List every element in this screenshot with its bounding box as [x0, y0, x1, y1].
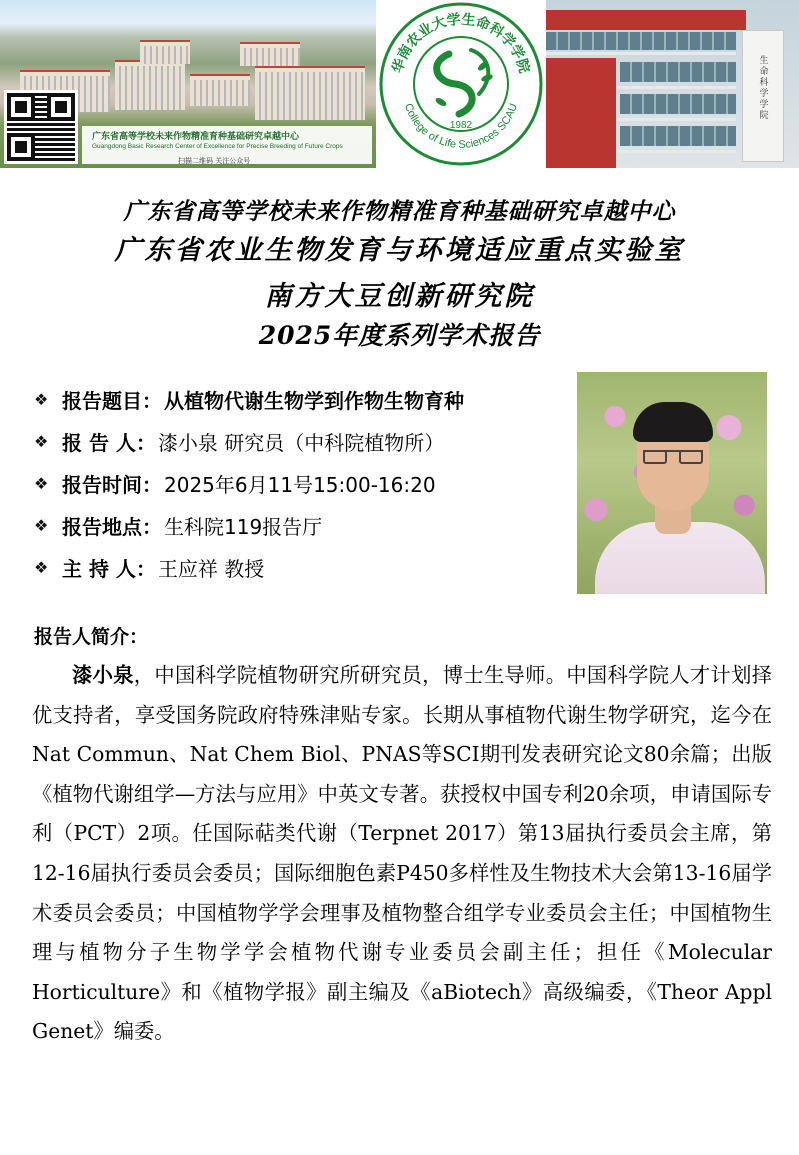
title-lab: 广东省农业生物发育与环境适应重点实验室: [114, 235, 685, 266]
info-time: ❖ 报告时间 ： 2025年6月11号15:00-16:20: [34, 462, 574, 504]
campus-photo: [0, 0, 376, 168]
info-value: 生科院119报告厅: [164, 514, 323, 539]
qr-code[interactable]: [4, 90, 78, 164]
building-sign: 生命科学学院: [742, 30, 784, 162]
info-host: ❖ 主 持 人 ： 王应祥 教授: [34, 546, 574, 588]
title-series: 2025年度系列学术报告: [258, 321, 541, 350]
logo-year: 1982: [449, 120, 473, 131]
info-value: 王应祥 教授: [157, 556, 265, 581]
banner-title-cn: 广东省高等学校未来作物精准育种基础研究卓越中心: [92, 132, 300, 142]
diamond-bullet-icon: ❖: [34, 473, 49, 493]
logo-text-cn: 华南农业大学生命科学学院: [389, 11, 533, 76]
info-value: 2025年6月11号15:00-16:20: [164, 472, 436, 497]
bio-heading: 报告人简介：: [34, 626, 149, 648]
building-photo: [546, 0, 799, 168]
info-label: 主 持 人: [62, 556, 136, 581]
college-logo: [379, 2, 543, 166]
info-label: 报 告 人: [62, 430, 136, 455]
speaker-photo: [577, 372, 767, 594]
scan-note: 扫描二维码 关注公众号: [178, 157, 251, 165]
logo-text-en: College of Life Sciences SCAU: [401, 101, 521, 152]
diamond-bullet-icon: ❖: [34, 389, 49, 409]
diamond-bullet-icon: ❖: [34, 515, 49, 535]
info-label: 报告时间: [62, 472, 142, 497]
banner-title-en: Guangdong Basic Research Center of Excellence for Precise Breeding of Future Crops: [92, 143, 343, 150]
speaker-name: 漆小泉: [72, 663, 134, 687]
report-info-list: [34, 378, 574, 588]
diamond-bullet-icon: ❖: [34, 431, 49, 451]
info-label: 报告地点: [62, 514, 142, 539]
info-location: ❖ 报告地点 ： 生科院119报告厅: [34, 504, 574, 546]
title-center: 广东省高等学校未来作物精准育种基础研究卓越中心: [123, 198, 676, 225]
info-topic: ❖ 报告题目 ： 从植物代谢生物学到作物生物育种: [34, 378, 574, 420]
info-value: 漆小泉 研究员（中科院植物所）: [157, 430, 445, 455]
bio-text: ，中国科学院植物研究所研究员，博士生导师。中国科学院人才计划择优支持者，享受国务院政府特殊津贴专家。长期从事植物代谢生物学研究，迄今在Nat Commun、Nat Chem Biol、PNAS等SCI期刊发表研究论文80余篇；出版《植物代谢组学—方法与应用》中英文专著。获授权中国专利20余项，申请国际专利（PCT）2项。任国际萜类代谢（Terpnet 2017）第13届执行委员会主席，第12-16届执行委员会委员；国际细胞色素P450多样性及生物技术大会第13-16届学术委员会委员；中国植物学学会理事及植物整合组学专业委员会主任；中国植物生理与植物分子生物学学会植物代谢专业委员会副主任；担任《Molecular Horticulture》和《植物学报》副主编及《aBiotech》高级编委，《Theor Appl Genet》编委。: [32, 663, 772, 1044]
info-speaker: ❖ 报 告 人 ： 漆小泉 研究员（中科院植物所）: [34, 420, 574, 462]
info-label: 报告题目: [62, 388, 142, 413]
bio-paragraph: [32, 656, 772, 1052]
title-institute: 南方大豆创新研究院: [264, 281, 535, 312]
info-value: 从植物代谢生物学到作物生物育种: [164, 388, 464, 413]
diamond-bullet-icon: ❖: [34, 557, 49, 577]
